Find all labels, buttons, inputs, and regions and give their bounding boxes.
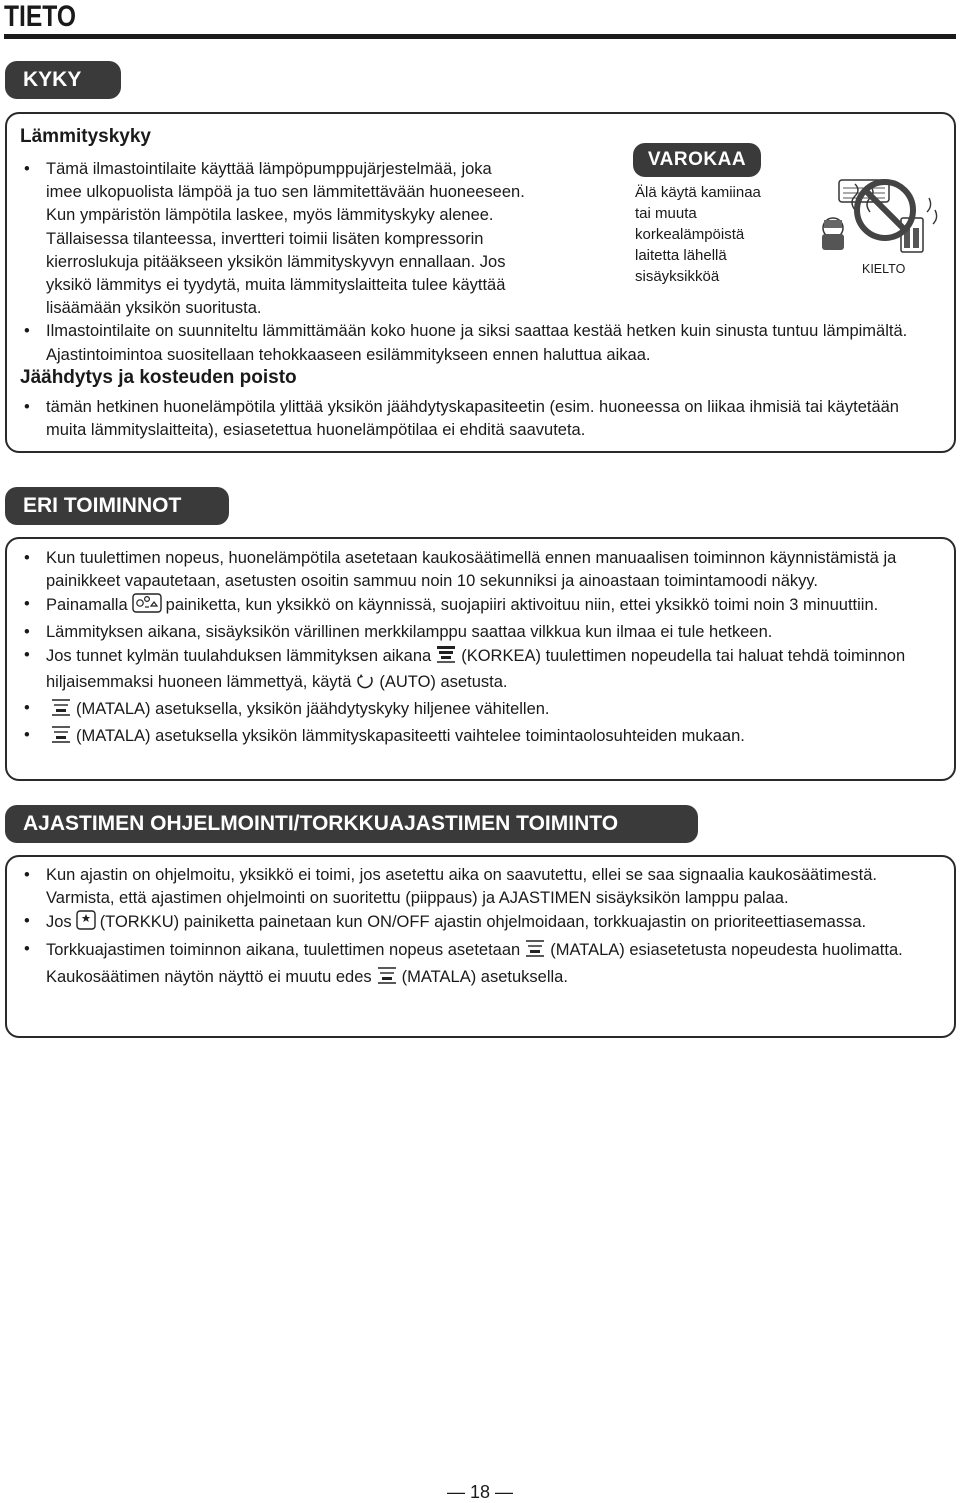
list-item: • Jos tunnet kylmän tuulahduksen lämmityksen aikana (KORKEA) tuulettimen nopeudella tai haluat tehdä toiminnon hiljaisemmaksi huoneen lämmettyä, käytä (AUTO) asetusta.	[22, 644, 942, 697]
page-title: TIETO	[4, 0, 76, 33]
fan-low-icon	[50, 724, 72, 751]
fan-low-icon	[376, 965, 398, 992]
fan-high-icon	[435, 644, 457, 671]
warning-badge: VAROKAA	[633, 143, 761, 177]
list-item: • Torkkuajastimen toiminnon aikana, tuulettimen nopeus asetetaan (MATALA) esiasetetusta nopeudesta huolimatta. Kaukosäätimen näytön näyttö ei muutu edes (MATALA) asetuksella.	[22, 938, 942, 992]
cooling-title: Jäähdytys ja kosteuden poisto	[20, 367, 297, 388]
warning-image-caption: KIELTO	[862, 262, 906, 276]
list-item: • Kun tuulettimen nopeus, huonelämpötila asetetaan kaukosäätimellä ennen manuaalisen toiminnon käynnistämistä ja painikkeet vapautetaan, asetusten osoitin sammuu noin 10 sekunniksi ja ainoastaan toimintamoodi näkyy.	[22, 547, 942, 593]
mode-button-icon	[132, 593, 162, 620]
heating-line-5: kierroslukuja pitääkseen yksikön lämmityskyvyn ennallaan. Jos	[46, 252, 506, 271]
heating-line-4: Tällaisessa tilanteessa, invertteri toimii lisäten kompressorin	[46, 229, 484, 248]
sleep-icon	[76, 910, 96, 937]
heating-line-6: yksikö lämmitys ei tyydytä, muita lämmityslaitteita tulee käyttää	[46, 276, 506, 295]
section-heading-kyky: KYKY	[5, 61, 121, 99]
section-heading-timer: AJASTIMEN OHJELMOINTI/TORKKUAJASTIMEN TOIMINTO	[5, 805, 698, 843]
heating-line-7: lisäämään yksikön suoritusta.	[46, 299, 262, 318]
list-item: • (MATALA) asetuksella, yksikön jäähdytyskyky hiljenee vähitellen.	[22, 697, 942, 724]
fan-low-icon	[524, 938, 546, 965]
timer-list	[22, 864, 942, 992]
list-item: • Ilmastointilaite on suunniteltu lämmittämään koko huone ja siksi saattaa kestää hetken kuin sinusta tuntuu lämpimältä. Ajastintoimintoa suositellaan tehokkaaseen esilämmitykseen ennen haluttua aikaa.	[22, 320, 937, 366]
heating-line-3: Kun ympäristön lämpötila laskee, myös lämmityskyky alenee.	[46, 206, 494, 225]
fan-low-icon	[50, 697, 72, 724]
page-number: — 18 —	[446, 1482, 514, 1502]
list-item: • Lämmityksen aikana, sisäyksikön värillinen merkkilamppu saattaa vilkkua kun ilmaa ei tule hetkeen.	[22, 621, 942, 644]
heating-line-2: imee ulkopuolista lämpöä ja tuo sen lämmitettävään huoneeseen.	[46, 183, 525, 202]
warning-text: Älä käytä kamiinaa tai muuta korkealämpöistä laitetta lähellä sisäyksikköä	[635, 184, 761, 285]
eri-list	[22, 547, 942, 752]
title-rule	[4, 34, 956, 39]
heating-line-1: Tämä ilmastointilaite käyttää lämpöpumppujärjestelmää, joka	[46, 160, 492, 178]
list-item: • (MATALA) asetuksella yksikön lämmityskapasiteetti vaihtelee toimintaolosuhteiden mukaan.	[22, 724, 942, 751]
cooling-list	[22, 396, 937, 442]
heating-title: Lämmityskyky	[20, 126, 151, 147]
list-item	[22, 158, 937, 320]
heating-list	[22, 158, 937, 367]
list-item: • Kun ajastin on ohjelmoitu, yksikkö ei toimi, jos asetettu aika on saavutettu, ellei se saa signaalia kaukosäätimestä. Varmista, että ajastimen ohjelmointi on suoritettu (piippaus) ja AJASTIMEN sisäyksikön lamppu palaa.	[22, 864, 942, 910]
auto-icon	[355, 672, 375, 697]
list-item: • tämän hetkinen huonelämpötila ylittää yksikön jäähdytyskapasiteetin (esim. huoneessa on liikaa ihmisiä tai käytetään muita lämmityslaitteita), esiasetettua huonelämpötilaa ei ehditä saavuteta.	[22, 396, 937, 442]
list-item: • Painamalla painiketta, kun yksikkö on käynnissä, suojapiiri aktivoituu niin, ettei yksikkö toimi noin 3 minuuttiin.	[22, 593, 942, 620]
prohibition-icon	[815, 172, 945, 267]
list-item: • Jos (TORKKU) painiketta painetaan kun ON/OFF ajastin ohjelmoidaan, torkkuajastin on prioriteettiasemassa.	[22, 910, 942, 937]
section-heading-eri-toiminnot: ERI TOIMINNOT	[5, 487, 229, 525]
